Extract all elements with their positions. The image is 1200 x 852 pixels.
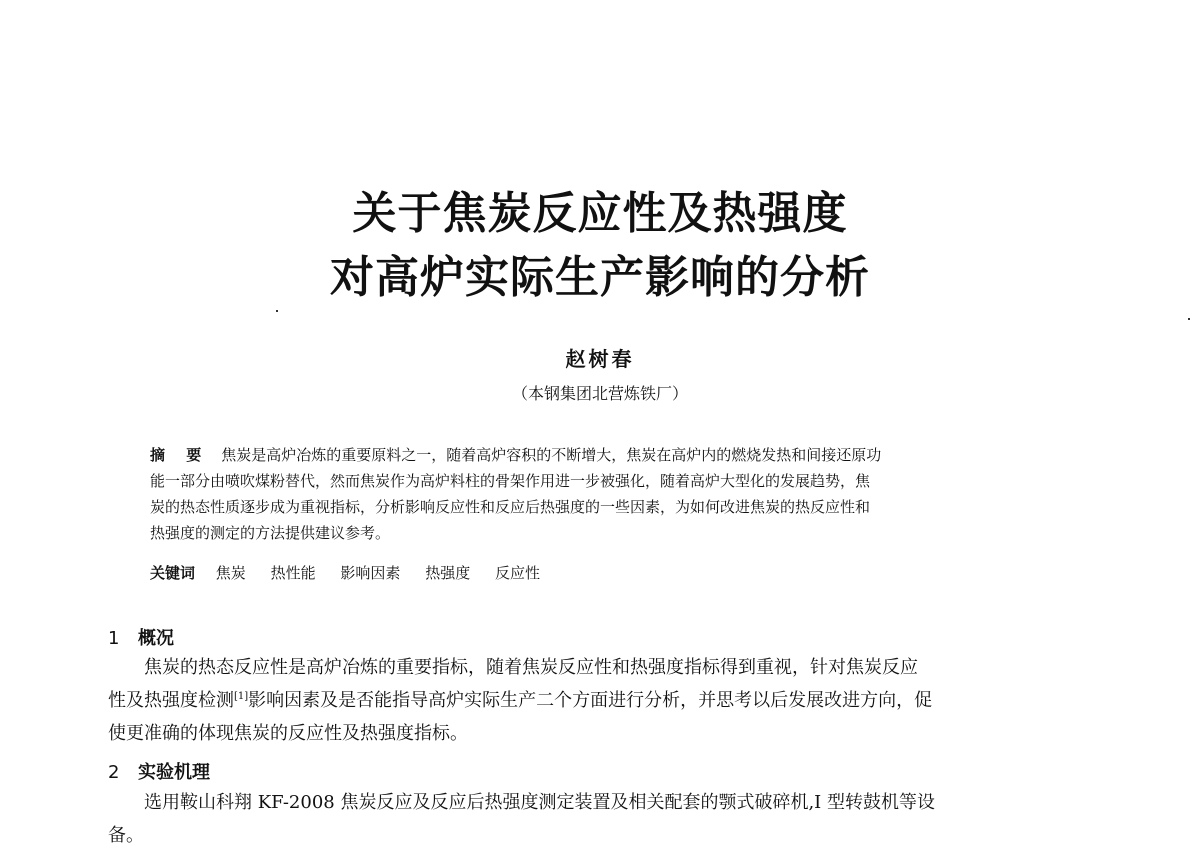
section-1-body: [108, 651, 1092, 750]
author-affiliation: （本钢集团北营炼铁厂）: [511, 384, 688, 403]
body-line: [108, 684, 1092, 717]
keyword-item: 影响因素: [340, 564, 401, 582]
abstract-line-3: 炭的热态性质逐步成为重视指标，分析影响反应性和反应后热强度的一些因素，为如何改进焦炭的热反应性和: [150, 498, 871, 516]
abstract-line-1: [150, 442, 1050, 468]
title-line-1: 关于焦炭反应性及热强度: [352, 188, 848, 239]
section-title: 概况: [138, 628, 174, 649]
body-line: 备。: [108, 825, 144, 846]
body-line: 使更准确的体现焦炭的反应性及热强度指标。: [108, 723, 468, 744]
section-number: 2: [108, 762, 120, 783]
keyword-item: 热强度: [425, 564, 471, 582]
body-line: 焦炭的热态反应性是高炉冶炼的重要指标，随着焦炭反应性和热强度指标得到重视，针对焦炭反应: [144, 657, 918, 678]
abstract: [150, 442, 1050, 546]
body-line: 选用鞍山科翔 KF-2008 焦炭反应及反应后热强度测定装置及相关配套的颚式破碎机,I 型转鼓机等设: [144, 792, 936, 813]
abstract-label: 摘 要: [150, 446, 210, 464]
author-name: 赵树春: [565, 347, 635, 371]
section-heading-1: [108, 624, 174, 650]
keyword-item: 焦炭: [215, 564, 246, 582]
body-text-segment: 性及热强度检测: [108, 690, 234, 711]
abstract-line-2: 能一部分由喷吹煤粉替代，然而焦炭作为高炉料柱的骨架作用进一步被强化，随着高炉大型化的发展趋势，焦: [150, 472, 871, 490]
abstract-line-4: 热强度的测定的方法提供建议参考。: [150, 524, 391, 542]
keyword-item: 热性能: [270, 564, 316, 582]
body-text-segment: 影响因素及是否能指导高炉实际生产二个方面进行分析，并思考以后发展改进方向，促: [248, 690, 933, 711]
scan-speck: [1188, 318, 1190, 320]
section-heading-2: [108, 758, 210, 784]
section-title: 实验机理: [138, 762, 210, 783]
citation-marker: [1]: [234, 691, 249, 702]
keywords: [150, 562, 560, 583]
abstract-text: 焦炭是高炉冶炼的重要原料之一，随着高炉容积的不断增大，焦炭在高炉内的燃烧发热和间接还原功: [221, 446, 882, 464]
section-number: 1: [108, 628, 120, 649]
section-2-body: [108, 786, 1092, 852]
title-line-2: 对高炉实际生产影响的分析: [330, 252, 870, 303]
scan-speck: [276, 310, 278, 312]
keywords-label: 关键词: [150, 564, 196, 582]
keyword-item: 反应性: [494, 564, 540, 582]
